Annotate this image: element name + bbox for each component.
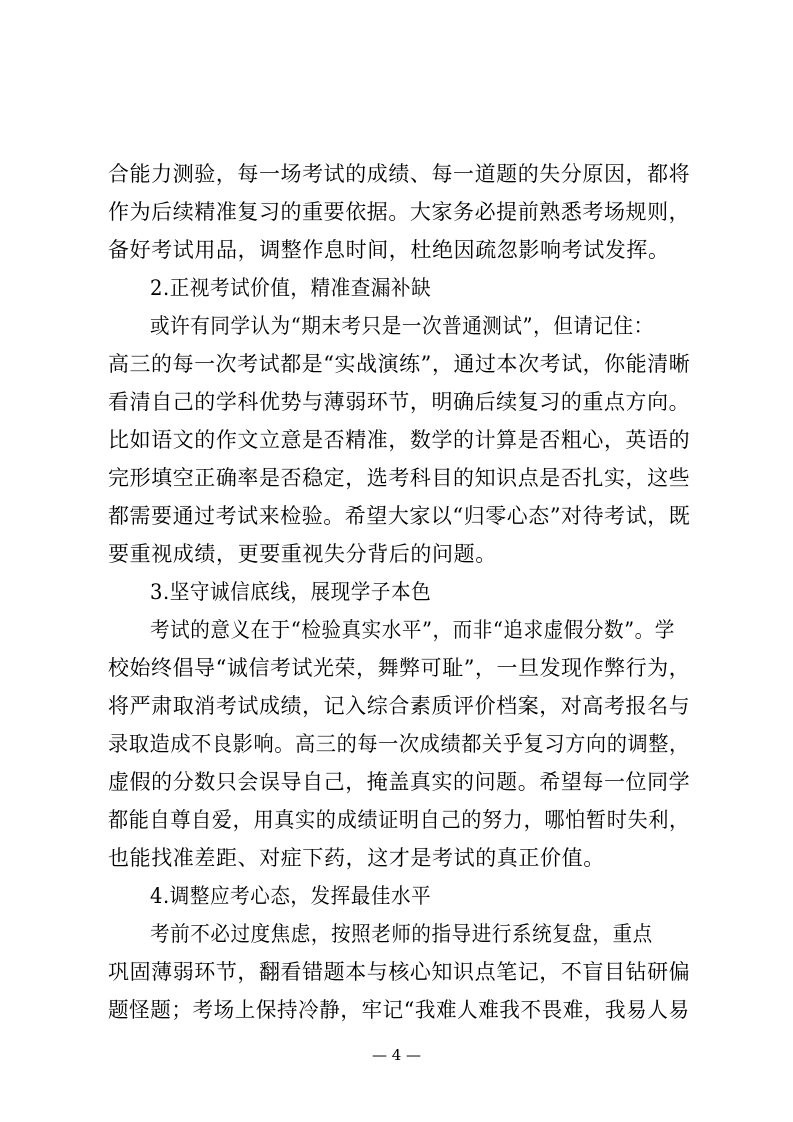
paragraph-line: 要重视成绩，更要重视失分背后的问题。 <box>108 542 497 566</box>
paragraph-line: 完形填空正确率是否稳定，选考科目的知识点是否扎实，这些 <box>108 466 691 490</box>
paragraph-line: 校始终倡导“诚信考试光荣，舞弊可耻”，一旦发现作弊行为， <box>108 656 691 680</box>
paragraph-line: 将严肃取消考试成绩，记入综合素质评价档案，对高考报名与 <box>108 694 691 718</box>
paragraph-line: 都需要通过考试来检验。希望大家以“归零心态”对待考试，既 <box>108 504 691 528</box>
paragraph-line: 巩固薄弱环节，翻看错题本与核心知识点笔记，不盲目钻研偏 <box>108 960 691 984</box>
paragraph-line: 备好考试用品，调整作息时间，杜绝因疏忽影响考试发挥。 <box>108 238 670 262</box>
paragraph-line: 录取造成不良影响。高三的每一次成绩都关乎复习方向的调整， <box>108 732 690 756</box>
section-heading-3: 3.坚守诚信底线，展现学子本色 <box>150 580 432 604</box>
section-heading-2: 2.正视考试价值，精准查漏补缺 <box>150 276 432 300</box>
paragraph-line: 都能自尊自爱，用真实的成绩证明自己的努力，哪怕暂时失利， <box>108 808 690 832</box>
paragraph-line: 比如语文的作文立意是否精准，数学的计算是否粗心，英语的 <box>108 428 691 452</box>
paragraph-line: 虚假的分数只会误导自己，掩盖真实的问题。希望每一位同学 <box>108 770 691 794</box>
paragraph-line: 看清自己的学科优势与薄弱环节，明确后续复习的重点方向。 <box>108 390 691 414</box>
section-heading-4: 4.调整应考心态，发挥最佳水平 <box>150 884 432 908</box>
paragraph-line: 或许有同学认为“期末考只是一次普通测试”，但请记住： <box>150 314 654 338</box>
paragraph-line: 考前不必过度焦虑，按照老师的指导进行系统复盘，重点 <box>150 922 653 946</box>
paragraph-line: 合能力测验，每一场考试的成绩、每一道题的失分原因，都将 <box>108 162 691 186</box>
paragraph-line: 高三的每一次考试都是“实战演练”，通过本次考试，你能清晰 <box>108 352 691 376</box>
paragraph-line: 题怪题；考场上保持冷静，牢记“我难人难我不畏难，我易人易 <box>108 998 690 1022</box>
page-number: — 4 — <box>371 1046 422 1064</box>
paragraph-line: 作为后续精准复习的重要依据。大家务必提前熟悉考场规则， <box>108 200 691 224</box>
paragraph-line: 也能找准差距、对症下药，这才是考试的真正价值。 <box>108 846 605 870</box>
paragraph-line: 考试的意义在于“检验真实水平”，而非“追求虚假分数”。学 <box>150 618 675 642</box>
